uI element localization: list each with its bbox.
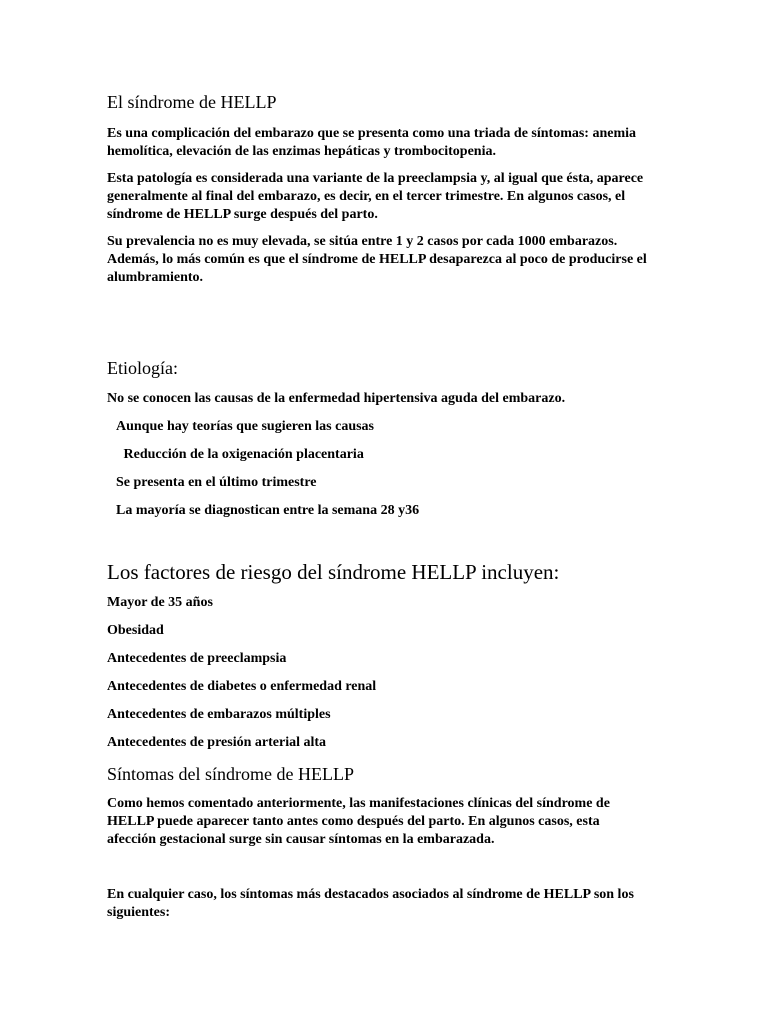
etiology-bullet: [107, 474, 647, 492]
section-title-risk-factors: Los factores de riesgo del síndrome HELLP incluyen:: [107, 560, 560, 584]
section-title-symptoms: Síntomas del síndrome de HELLP: [107, 764, 354, 784]
symptoms-paragraph-1: Como hemos comentado anteriormente, las manifestaciones clínicas del síndrome de HELLP puede aparecer tanto antes como después del parto. En algunos casos, esta afección gestacional surge sin causar síntomas en la embarazada.: [107, 796, 610, 847]
risk-item: Antecedentes de diabetes o enfermedad renal: [107, 679, 377, 694]
risk-item: Antecedentes de presión arterial alta: [107, 735, 327, 750]
risk-item: Mayor de 35 años: [107, 595, 213, 610]
risk-item: Obesidad: [107, 623, 164, 638]
intro-paragraph-3: Su prevalencia no es muy elevada, se sitúa entre 1 y 2 casos por cada 1000 embarazos. Además, lo más común es que el síndrome de HELLP desaparezca al poco de producirse el alumbramiento.: [107, 234, 647, 285]
section-title-hellp: El síndrome de HELLP: [107, 92, 277, 112]
etiology-bullet-text: Reducción de la oxigenación placentaria: [120, 447, 364, 462]
etiology-bullet: [107, 446, 651, 464]
symptoms-paragraph-2: En cualquier caso, los síntomas más destacados asociados al síndrome de HELLP son los siguientes:: [107, 887, 634, 920]
section-title-etiology: Etiología:: [107, 358, 178, 378]
risk-item: Antecedentes de embarazos múltiples: [107, 707, 331, 722]
etiology-bullet-text: Aunque hay teorías que sugieren las causas: [116, 419, 375, 434]
risk-item: Antecedentes de preeclampsia: [107, 651, 287, 666]
etiology-bullet: [107, 418, 647, 436]
etiology-lead: No se conocen las causas de la enfermedad hipertensiva aguda del embarazo.: [107, 391, 566, 406]
intro-paragraph-2: Esta patología es considerada una variante de la preeclampsia y, al igual que ésta, aparece generalmente al final del embarazo, es decir, en el tercer trimestre. En algunos casos, el síndrome de HELLP surge después del parto.: [107, 171, 644, 222]
intro-paragraph-1: Es una complicación del embarazo que se presenta como una triada de síntomas: anemia hemolítica, elevación de las enzimas hepáticas y trombocitopenia.: [107, 126, 637, 159]
etiology-bullet: [107, 502, 647, 520]
etiology-bullet-text: Se presenta en el último trimestre: [116, 475, 317, 490]
etiology-bullet-text: La mayoría se diagnostican entre la semana 28 y36: [116, 503, 420, 518]
